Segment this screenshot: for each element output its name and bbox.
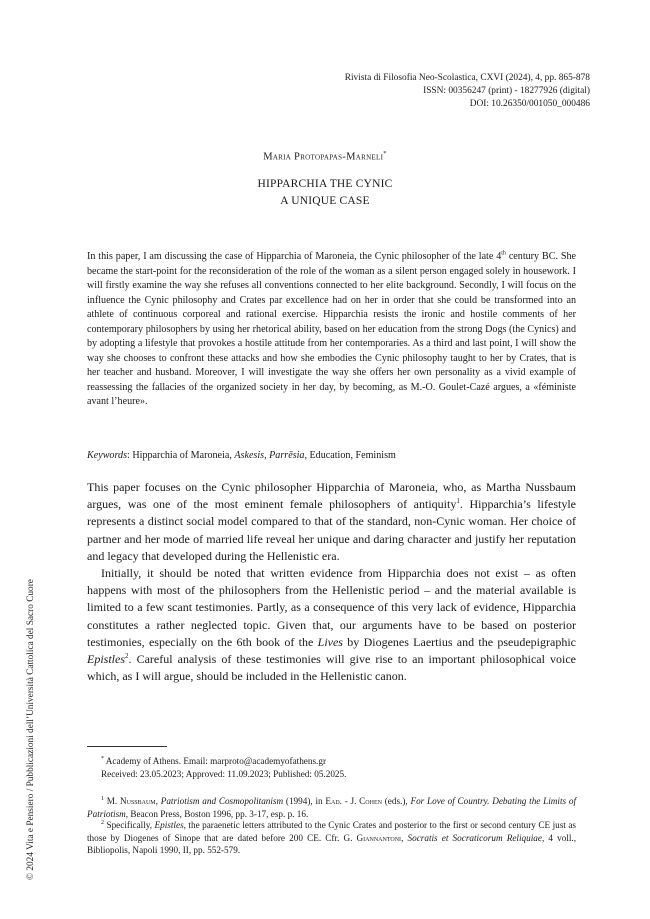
footnote-1: [87, 795, 576, 820]
body-p2-epistles: Epistles: [87, 652, 125, 667]
journal-doi: DOI: 10.26350/001050_000486: [469, 99, 590, 109]
fn1-work: Patriotism and Cosmopolitanism: [160, 796, 284, 806]
footnote-rule: [87, 746, 167, 747]
copyright-sidebar: © 2024 Vita e Pensiero / Pubblicazioni dell’Università Cattolica del Sacro Cuore: [26, 579, 36, 880]
fn1-text-3: - J.: [341, 796, 360, 806]
body-paragraph-2: [87, 565, 576, 685]
body-p2-text-c: . Careful analysis of these testimonies will give rise to an important philosophical voice which, as I will argue, should be included in the Hellenistic canon.: [87, 652, 576, 684]
footnote-1-mark: 1: [101, 795, 104, 802]
title-line-2: A UNIQUE CASE: [280, 195, 370, 207]
abstract: [87, 250, 576, 410]
fn1-text-4: (eds.),: [381, 796, 411, 806]
fn1-text-5: , Beacon Press, Boston 1996, pp. 3-17, esp. p. 16.: [125, 808, 309, 819]
fn1-sep: ,: [155, 796, 161, 806]
author-line: [0, 150, 650, 163]
body-p2-lives: Lives: [317, 634, 343, 649]
keyword-rest: , Education, Feminism: [304, 450, 396, 461]
fn1-author: Nussbaum: [120, 796, 156, 806]
footnote-author: [87, 755, 576, 780]
keyword-sep: ,: [264, 450, 270, 461]
footnote-ref-2[interactable]: 2: [125, 652, 129, 661]
footnote-author-affiliation: Academy of Athens. Email: marproto@academyofathens.gr: [104, 756, 327, 766]
keywords-label: Keywords: [87, 450, 128, 461]
fn2-text-3: , 4 voll., Bibliopolis, Napoli 1990, II, pp. 552-579.: [87, 832, 577, 856]
footnote-ref-1[interactable]: 1: [456, 497, 460, 506]
body-text: [87, 479, 576, 685]
paper-title: [0, 176, 650, 210]
footnote-author-line-1: [101, 755, 576, 768]
fn1-ead: Ead.: [325, 796, 342, 806]
fn2-epistles: Epistles: [154, 820, 184, 830]
abstract-text-2: century BC. She became the start-point for the reconsideration of the role of the woman as a silent person engaged solely in housework. I will firstly examine the way she refuses all conventions connected to her elite background. Secondly, I will focus on the influence the Cynic philosophy and Crates par excellence had on her in order that she could be transformed into an athlete of continuous corporeal and rational exercise. Hipparchia resists the ironic and hostile comments of her contemporary philosophers by using her rhetorical ability, based on her education from the strong Dogs (the Cynics) and by adopting a lifestyle that provokes a hostile attitude from her contemporaries. As a third and last point, I will show the way she chooses to confront these attacks and how she embodies the Cynic philosophy taught to her by Crates, that is her teacher and husband. Moreover, I will investigate the way she offers her own personality as a vivid example of reassessing the fallacies of the organized society in her day, by becoming, as M.-O. Goulet-Cazé argues, a «féministe avant l’heure».: [87, 251, 576, 407]
body-p2-text-a: Initially, it should be noted that written evidence from Hipparchia does not exist – as often happens with most of the philosophers from the Hellenistic period – and the material available is limited to a few scant testimonies. Partly, as a consequence of this very lack of evidence, Hipparchia constitutes a rather neglected topic. Given that, our arguments have to be based on posterior testimonies, especially on the 6th book of the: [87, 566, 576, 649]
journal-header: [230, 72, 590, 111]
author-footnote-mark[interactable]: *: [383, 150, 387, 157]
fn2-text: Specifically,: [104, 820, 155, 830]
fn2-sep: ,: [401, 832, 408, 843]
keyword-parresia: Parrēsia: [269, 450, 305, 461]
fn1-text-2: (1994), in: [283, 796, 326, 806]
fn1-book: For Love of Country. Debating the Limits of Patriotism: [87, 796, 577, 819]
body-p1-text-a: This paper focuses on the Cynic philosopher Hipparchia of Maroneia, who, as Martha Nussbaum argues, was one of the most eminent female philosophers of antiquity: [87, 480, 576, 512]
footnote-2: [87, 819, 576, 857]
fn1-cohen: Cohen: [359, 796, 382, 806]
author-name: Maria Protopapas-Marneli: [263, 151, 384, 163]
abstract-text-1: In this paper, I am discussing the case of Hipparchia of Maroneia, the Cynic philosopher of the late 4: [87, 251, 502, 262]
body-p2-text-b: by Diogenes Laertius and the pseudepigraphic: [342, 634, 577, 649]
body-paragraph-1: [87, 479, 576, 565]
journal-issn: ISSN: 00356247 (print) - 18277926 (digital): [423, 86, 590, 96]
fn2-text-2: , the paraenetic letters attributed to the Cynic Crates and posterior to the first or second century CE just as those by Diogenes of Sinope that are dated before 200 CE. Cfr. G.: [87, 820, 576, 843]
fn1-text: M.: [104, 796, 120, 806]
fn2-giannantoni: Giannantoni: [356, 832, 402, 843]
keywords-colon: :: [127, 450, 133, 461]
keywords: [87, 449, 576, 464]
footnote-author-dates: Received: 23.05.2023; Approved: 11.09.2023; Published: 05.2025.: [101, 768, 347, 779]
footnote-author-mark: *: [101, 755, 104, 762]
abstract-sup: th: [501, 250, 506, 257]
keyword-askesis: Askesis: [234, 450, 265, 461]
title-line-1: HIPPARCHIA THE CYNIC: [257, 178, 393, 190]
footnote-2-mark: 2: [101, 819, 104, 826]
fn2-work: Socratis et Socraticorum Reliquiae: [407, 832, 542, 843]
body-p1-text-b: . Hipparchia’s lifestyle represents a distinct social model compared to that of the standard, non-Cynic woman. Her choice of partner and her mode of married life reveal her unique and daring character and justify her reputation and legacy that developed during the Hellenistic era.: [87, 497, 577, 563]
keyword-1: Hipparchia of Maroneia,: [132, 450, 235, 461]
journal-citation: Rivista di Filosofia Neo-Scolastica, CXVI (2024), 4, pp. 865-878: [344, 73, 590, 83]
